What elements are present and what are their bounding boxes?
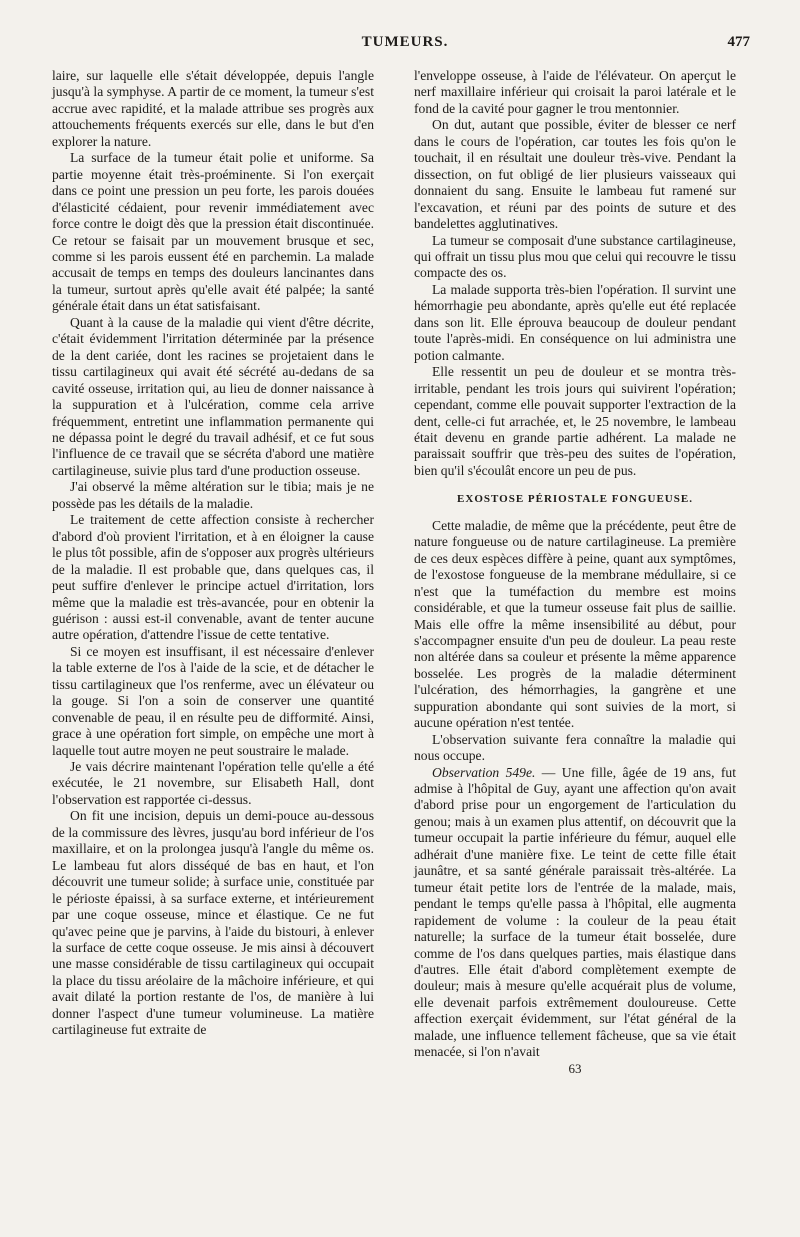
section-heading: EXOSTOSE PÉRIOSTALE FONGUEUSE.: [457, 493, 693, 506]
signature-mark: 63: [568, 1060, 582, 1076]
page-number: 477: [727, 34, 750, 50]
paragraph: Si ce moyen est insuffisant, il est nécessaire d'enlever la table externe de l'os à l'aide de la scie, et de détacher le tissu cartilagineux que l'os renferme, avec un élévateur ou la gouge. Si l'on a soin de conserver une quantité convenable de peau, il en résulte peu de difformité. Ainsi, grace à une opération fort simple, on empêche une mort à laquelle tout autre moyen ne peut soustraire le malade.: [52, 643, 374, 758]
paragraph: Le traitement de cette affection consiste à rechercher d'abord d'où provient l'irritation, et à en éloigner la cause le plus tôt possible, afin de s'opposer aux progrès ultérieurs de la maladie. Il est probable que, dans quelques cas, il peut suffire d'enlever le principe actuel d'irritation, lors même que la maladie est très-avancée, pour en obtenir la guérison : aussi est-il convenable, avant de tenter aucune autre opération, d'attendre l'issue de cette tentative.: [52, 512, 374, 643]
paragraph: l'enveloppe osseuse, à l'aide de l'élévateur. On aperçut le nerf maxillaire inférieur qui croisait la paroi latérale et le fond de la cavité pour gagner le trou mentonnier.: [414, 68, 736, 116]
left-column: [52, 68, 374, 1039]
page-header: [60, 34, 750, 58]
paragraph: Cette maladie, de même que la précédente, peut être de nature fongueuse ou de nature cartilagineuse. La première de ces deux espèces diffère à peine, quant aux symptômes, de l'exostose fongueuse de la membrane médullaire, si ce n'est que la tuméfaction du membre est moins considérable, et que la tumeur osseuse fait plus de saillie. Mais elle offre la même insensibilité au début, pour s'accompagner ensuite d'un peu de douleur. La peau reste non altérée dans sa couleur et présente la même apparence bosselée. Les progrès de la maladie déterminent l'ulcération, des hémorrhagies, la gangrène et une suppuration abondante qui sont suivies de la mort, si aucune opération n'est tentée.: [414, 517, 736, 731]
paragraph: La malade supporta très-bien l'opération. Il survint une hémorrhagie peu abondante, après qu'elle eut été replacée dans son lit. Elle éprouva beaucoup de douleur pendant toute l'après-midi. En conséquence on lui administra une potion calmante.: [414, 281, 736, 363]
right-column: [414, 68, 736, 1077]
paragraph: La tumeur se composait d'une substance cartilagineuse, qui offrait un tissu plus mou que celui qui recouvre le tissu compacte des os.: [414, 232, 736, 281]
paragraph: On fit une incision, depuis un demi-pouce au-dessous de la commissure des lèvres, jusqu'au bord inférieur de l'os maxillaire, et on la prolongea jusqu'à l'angle du même os. Le lambeau fut alors disséqué de bas en haut, et l'on découvrit une tumeur solide; à surface unie, constituée par le périoste épaissi, à sa surface externe, et intérieurement par une coque osseuse, mince et élastique. Ce ne fut qu'avec peine que je parvins, à l'aide du bistouri, à enlever la surface de cette coque osseuse. Je mis ainsi à découvert une masse considérable de tissu cartilagineux qui occupait la place du tissu aréolaire de la mâchoire inférieure, et qui avait dilaté la portion restante de l'os, de manière à lui donner l'aspect d'une tumeur volumineuse. La matière cartilagineuse fut extraite de: [52, 808, 374, 1038]
running-title: TUMEURS.: [361, 34, 449, 50]
paragraph: Je vais décrire maintenant l'opération telle qu'elle a été exécutée, le 21 novembre, sur Elisabeth Hall, dont l'observation est rapportée ci-dessus.: [52, 759, 374, 807]
observation-label: Observation 549e.: [432, 764, 536, 780]
paragraph: La surface de la tumeur était polie et uniforme. Sa partie moyenne était très-proéminente. Si l'on exerçait dans ce point une pression un peu forte, les parois douées d'élasticité cédaient, pour revenir immédiatement avec force contre le doigt dès que la pression était discontinuée. Ce retour se faisait par un mouvement brusque et sec, comme si les parois eussent été en parchemin. La malade accusait de temps en temps des douleurs lancinantes dans la tumeur, surtout après qu'elle avait été palpée; la santé générale était dans un état satisfaisant.: [52, 150, 374, 314]
paragraph: laire, sur laquelle elle s'était développée, depuis l'angle jusqu'à la symphyse. A partir de ce moment, la tumeur s'est accrue avec rapidité, et la malade attribue ses progrès aux attouchements fréquents exercés sur elle, dans le but d'en explorer la nature.: [52, 68, 374, 149]
paragraph: Quant à la cause de la maladie qui vient d'être décrite, c'était évidemment l'irritation déterminée par la présence de la dent cariée, dont les racines se projetaient dans le tissu cartilagineux qui avait été sécrété au-dedans de sa cavité osseuse, irritation qui, au lieu de donner naissance à la suppuration et à l'ulcération, comme cela arrive fréquemment, entretint une inflammation permanente qui ne dépassa point le degré du travail adhésif, et ce fut sous l'influence de ce travail que se sécréta d'abord une matière cartilagineuse, suivie plus tard d'une production osseuse.: [52, 314, 374, 478]
paragraph: L'observation suivante fera connaître la maladie qui nous occupe.: [414, 731, 736, 764]
paragraph: J'ai observé la même altération sur le tibia; mais je ne possède pas les détails de la maladie.: [52, 479, 374, 511]
paragraph: On dut, autant que possible, éviter de blesser ce nerf dans le cours de l'opération, car toutes les fois qu'on le touchait, il en résultait une douleur très-vive. Pendant la dissection, on fut obligé de lier plusieurs vaisseaux qui donnaient du sang. Ensuite le lambeau fut ramené sur l'excavation, et réuni par des points de suture et des bandelettes agglutinatives.: [414, 117, 736, 232]
observation-text: — Une fille, âgée de 19 ans, fut admise à l'hôpital de Guy, ayant une affection qu'on avait d'abord prise pour un engorgement de l'articulation du genou; mais à un examen plus attentif, on découvrit que la tumeur occupait la partie inférieure du fémur, auquel elle adhérait d'une manière fixe. Le teint de cette fille était jaunâtre, et sa santé générale paraissait très-altérée. La tumeur était petite lors de l'entrée de la malade, mais, pendant le temps qu'elle passa à l'hôpital, elle augmenta rapidement de volume : la couleur de la peau était naturelle; la surface de la tumeur était bosselée, dure comme de l'os dans quelques parties, mais élastique dans d'autres. Elle était d'abord complètement exempte de douleur; mais à mesure qu'elle acquérait plus de volume, elle devenait parfois extrêmement douloureuse. Cette affection exerçait évidemment, sur l'état général de la malade, une influence tellement fâcheuse, que sa vie était menacée, si l'on n'avait: [414, 764, 736, 1060]
observation-paragraph: [414, 765, 736, 1061]
paragraph: Elle ressentit un peu de douleur et se montra très-irritable, pendant les trois jours qui suivirent l'opération; cependant, comme elle pouvait supporter l'extraction de la dent, celle-ci fut arrachée, et, le 25 novembre, le lambeau était devenu en grande partie adhérent. La malade ne paraissait souffrir que très-peu des suites de l'opération, bien qu'il s'écoulât encore un peu de pus.: [414, 364, 736, 478]
